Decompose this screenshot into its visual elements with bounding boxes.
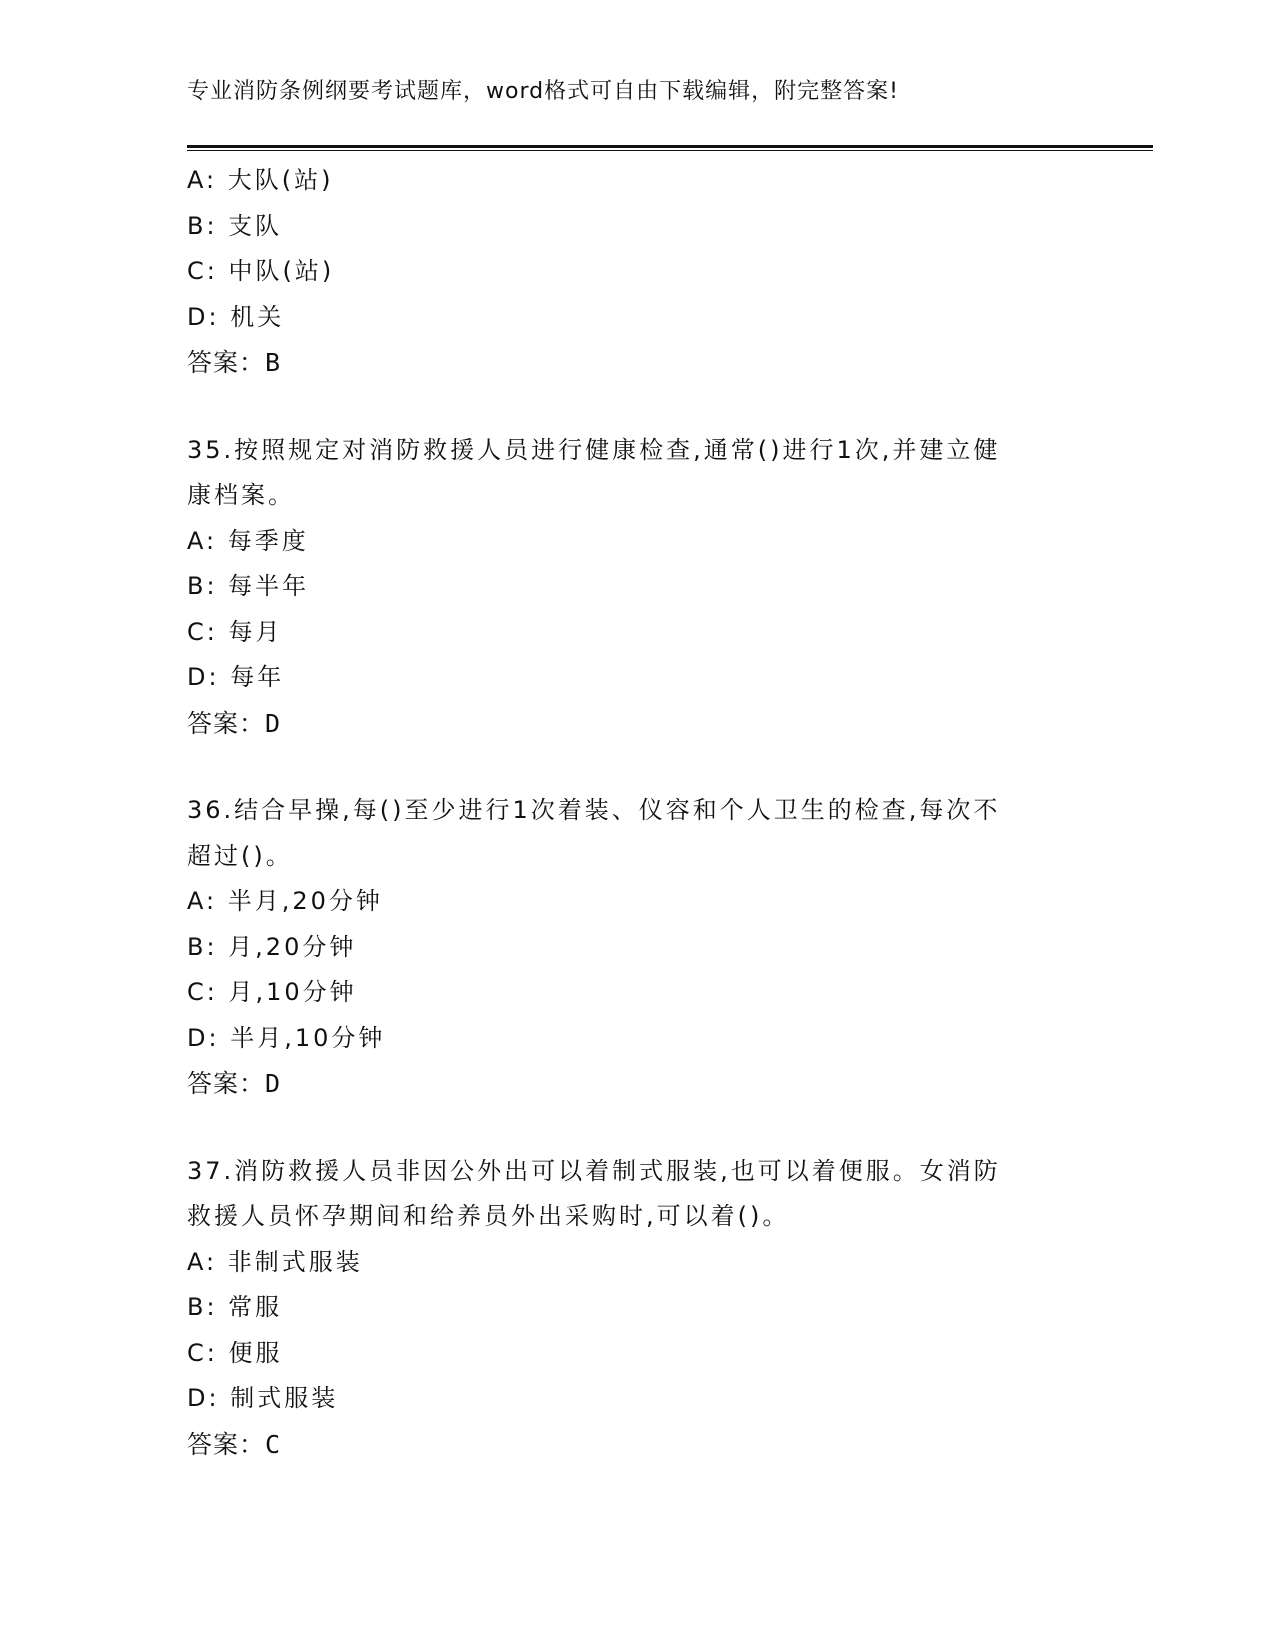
header-rule-thick	[187, 145, 1153, 148]
header-rule-thin	[187, 150, 1153, 151]
option-d: D: 制式服装	[187, 1384, 339, 1412]
question-36	[187, 788, 1087, 1107]
question-text-line: 37.消防救援人员非因公外出可以着制式服装,也可以着便服。女消防	[187, 1156, 1001, 1185]
option-b: B: 支队	[187, 211, 283, 240]
option-c: C: 中队(站)	[187, 257, 335, 285]
answer-line	[187, 1422, 1087, 1468]
option-c: C: 每月	[187, 617, 283, 646]
answer-label: 答案：	[187, 1429, 266, 1459]
question-35	[187, 428, 1087, 747]
answer-label: 答案：	[187, 1069, 266, 1098]
option-a: A: 半月,20分钟	[187, 887, 383, 915]
question-text-line: 36.结合早操,每()至少进行1次着装、仪容和个人卫生的检查,每次不	[187, 796, 1001, 824]
question-text-line: 超过()。	[187, 841, 293, 870]
question-text-line: 康档案。	[187, 481, 295, 509]
option-a: A: 大队(站)	[187, 166, 334, 194]
option-d: D: 机关	[187, 302, 285, 331]
answer-value: C	[265, 1429, 282, 1459]
question-37	[187, 1149, 1087, 1468]
answer-value: D	[265, 1069, 282, 1098]
page-header-title: 专业消防条例纲要考试题库，word格式可自由下载编辑，附完整答案!	[187, 79, 899, 104]
question-text-line: 救援人员怀孕期间和给养员外出采购时,可以着()。	[187, 1202, 790, 1230]
option-d: D: 每年	[187, 663, 285, 691]
answer-label: 答案：	[187, 708, 266, 738]
option-b: B: 月,20分钟	[187, 932, 357, 961]
question-content	[187, 158, 1087, 1467]
option-a: A: 每季度	[187, 526, 309, 555]
option-c: C: 便服	[187, 1338, 283, 1367]
answer-line	[187, 1061, 1087, 1107]
answer-value: B	[265, 348, 282, 377]
option-c: C: 月,10分钟	[187, 978, 357, 1006]
option-b: B: 每半年	[187, 572, 310, 600]
answer-line	[187, 340, 1087, 386]
option-b: B: 常服	[187, 1293, 283, 1321]
answer-value: D	[265, 708, 282, 738]
question-34-continued	[187, 158, 1087, 386]
question-text-line: 35.按照规定对消防救援人员进行健康检查,通常()进行1次,并建立健	[187, 435, 1001, 464]
answer-line	[187, 701, 1087, 747]
option-a: A: 非制式服装	[187, 1247, 363, 1276]
option-d: D: 半月,10分钟	[187, 1023, 386, 1052]
answer-label: 答案：	[187, 348, 266, 377]
